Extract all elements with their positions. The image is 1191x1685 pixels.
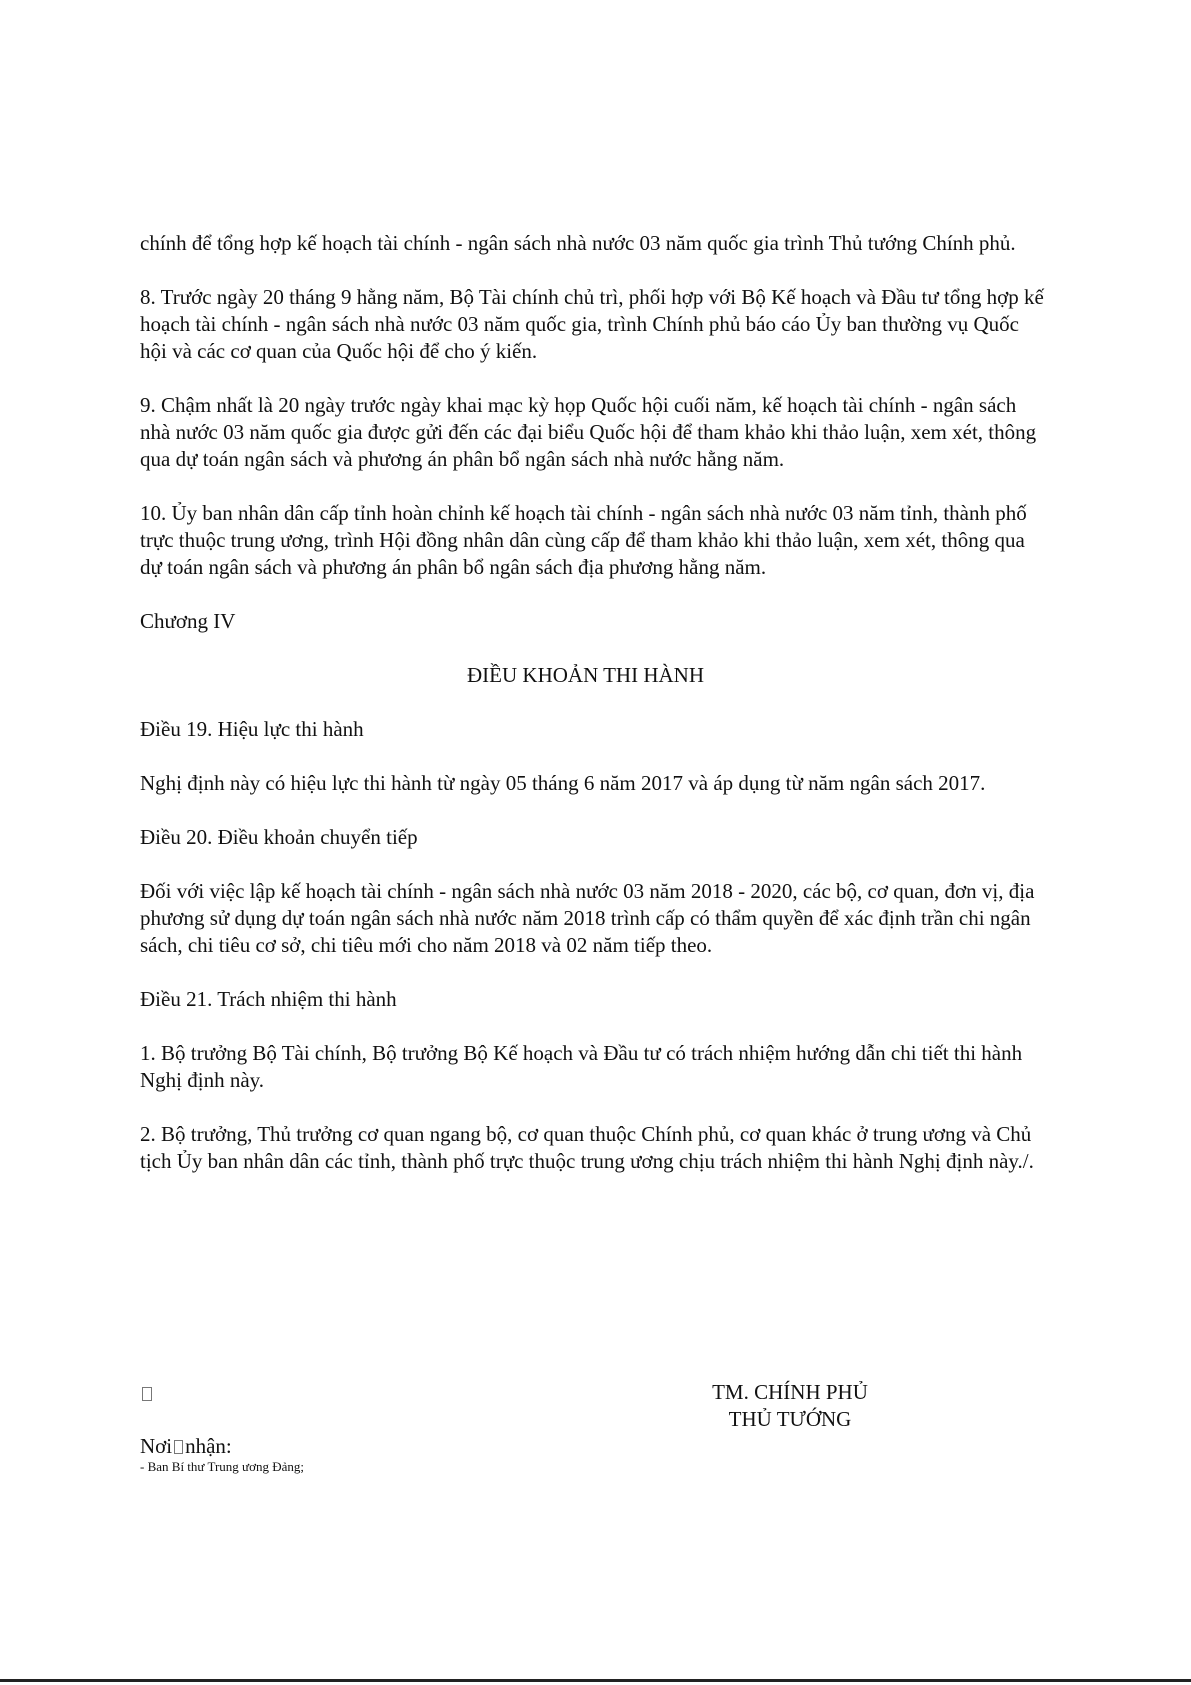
paragraph-continuation: chính để tổng hợp kế hoạch tài chính - ngân sách nhà nước 03 năm quốc gia trình Thủ tướng Chính phủ. <box>140 231 1016 255</box>
page-bottom-rule <box>0 1679 1191 1682</box>
recipients-title-part1: Nơi <box>140 1434 173 1458</box>
signature-line-2: THỦ TƯỚNG <box>728 1407 852 1431</box>
missing-glyph-box-icon <box>142 1387 152 1401</box>
missing-glyph-box-icon <box>174 1440 183 1454</box>
paragraph-item-10: 10. Ủy ban nhân dân cấp tỉnh hoàn chỉnh kế hoạch tài chính - ngân sách nhà nước 03 năm tỉnh, thành phố trực thuộc trung ương, trình Hội đồng nhân dân cùng cấp để tham khảo khi thảo luận, xem xét, thông qua dự toán ngân sách và phương án phân bổ ngân sách địa phương hằng năm. <box>140 501 1027 579</box>
paragraph-item-9: 9. Chậm nhất là 20 ngày trước ngày khai mạc kỳ họp Quốc hội cuối năm, kế hoạch tài chính - ngân sách nhà nước 03 năm quốc gia được gửi đến các đại biểu Quốc hội để tham khảo khi thảo luận, xem xét, thông qua dự toán ngân sách và phương án phân bổ ngân sách nhà nước hằng năm. <box>140 393 1037 471</box>
article-21-item-2: 2. Bộ trưởng, Thủ trưởng cơ quan ngang bộ, cơ quan thuộc Chính phủ, cơ quan khác ở trung ương và Chủ tịch Ủy ban nhân dân các tỉnh, thành phố trực thuộc trung ương chịu trách nhiệm thi hành Nghị định này./. <box>140 1122 1034 1173</box>
document-body <box>140 230 1045 1202</box>
recipients-title-part2: nhận: <box>185 1434 232 1458</box>
signature-block <box>640 1379 940 1433</box>
article-20-title: Điều 20. Điều khoản chuyển tiếp <box>140 825 418 849</box>
article-19-body: Nghị định này có hiệu lực thi hành từ ngày 05 tháng 6 năm 2017 và áp dụng từ năm ngân sách 2017. <box>140 771 986 795</box>
recipients-block <box>140 1434 640 1475</box>
paragraph-item-8: 8. Trước ngày 20 tháng 9 hằng năm, Bộ Tài chính chủ trì, phối hợp với Bộ Kế hoạch và Đầu tư tổng hợp kế hoạch tài chính - ngân sách nhà nước 03 năm quốc gia, trình Chính phủ báo cáo Ủy ban thường vụ Quốc hội và các cơ quan của Quốc hội để cho ý kiến. <box>140 285 1044 363</box>
signature-line-1: TM. CHÍNH PHỦ <box>712 1380 868 1404</box>
article-19-title: Điều 19. Hiệu lực thi hành <box>140 717 364 741</box>
chapter-label: Chương IV <box>140 609 236 633</box>
chapter-title: ĐIỀU KHOẢN THI HÀNH <box>467 663 704 687</box>
article-21-title: Điều 21. Trách nhiệm thi hành <box>140 987 397 1011</box>
article-21-item-1: 1. Bộ trưởng Bộ Tài chính, Bộ trưởng Bộ Kế hoạch và Đầu tư có trách nhiệm hướng dẫn chi tiết thi hành Nghị định này. <box>140 1041 1023 1092</box>
article-20-body: Đối với việc lập kế hoạch tài chính - ngân sách nhà nước 03 năm 2018 - 2020, các bộ, cơ quan, đơn vị, địa phương sử dụng dự toán ngân sách nhà nước năm 2018 trình cấp có thẩm quyền để xác định trần chi ngân sách, chi tiêu cơ sở, chi tiêu mới cho năm 2018 và 02 năm tiếp theo. <box>140 879 1035 957</box>
recipient-item: - Ban Bí thư Trung ương Đảng; <box>140 1459 304 1474</box>
recipients-title <box>140 1434 640 1459</box>
